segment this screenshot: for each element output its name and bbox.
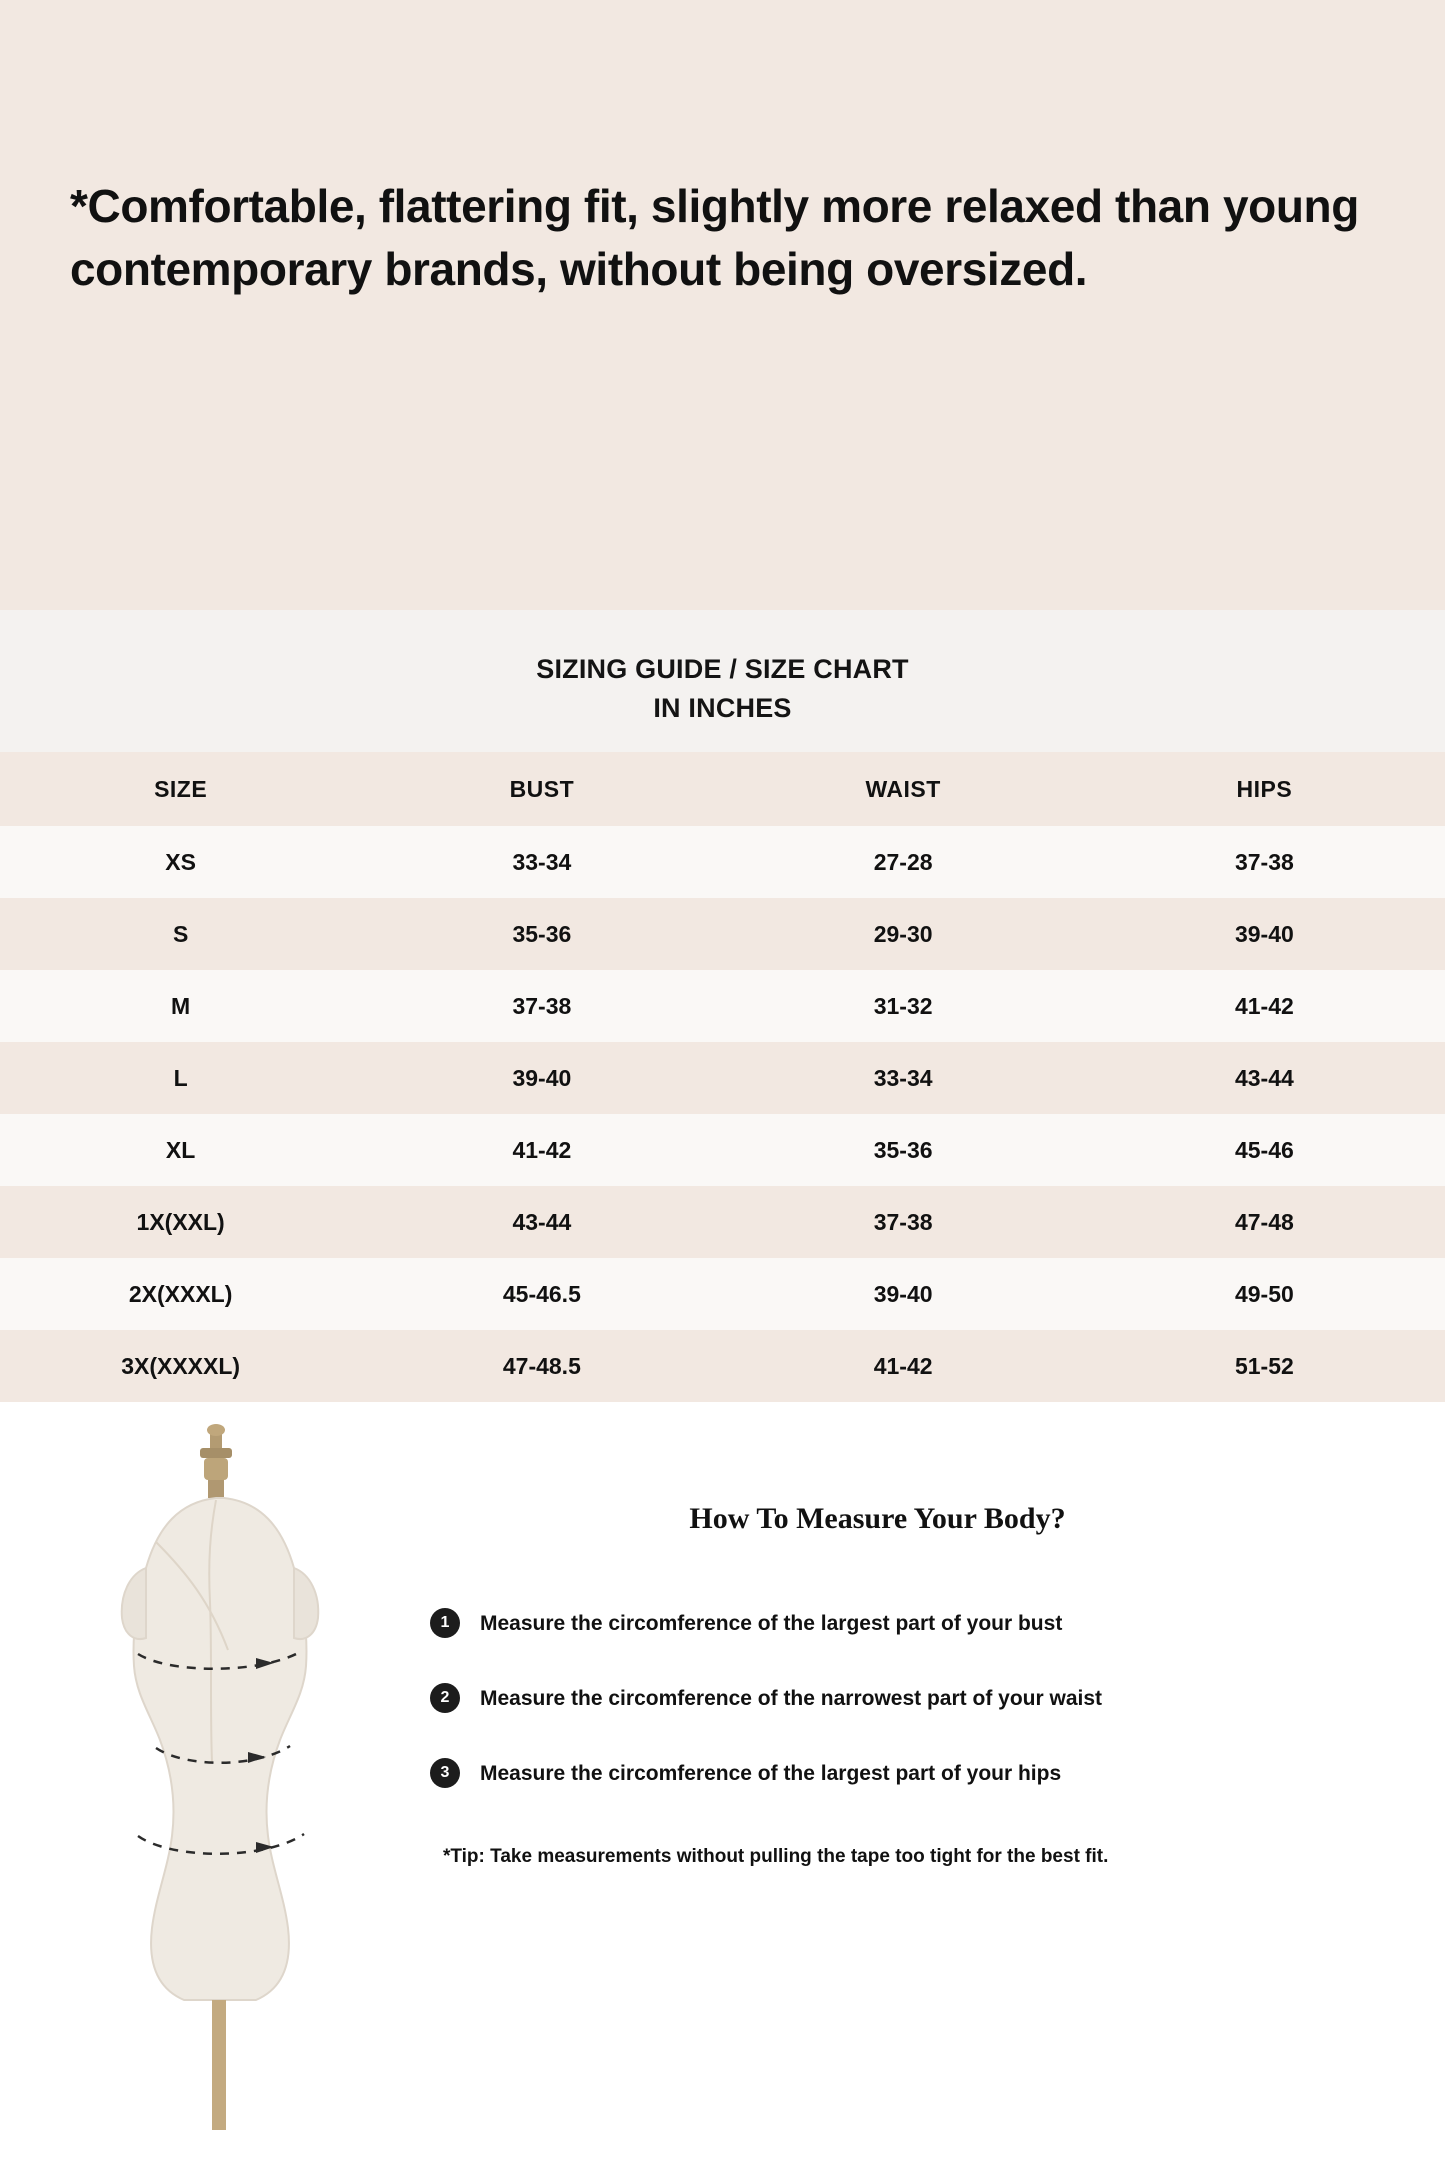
measure-steps-list (430, 1608, 1445, 1788)
step-number-badge: 1 (430, 1608, 460, 1638)
cell-waist: 39-40 (873, 1280, 933, 1307)
measure-title: How To Measure Your Body? (689, 1502, 1066, 1536)
cell-hips: 37-38 (1234, 848, 1294, 875)
step-number-badge: 3 (430, 1758, 460, 1788)
table-header-row (0, 752, 1445, 826)
chart-title-line1: SIZING GUIDE / SIZE CHART (536, 654, 909, 684)
cell-hips: 51-52 (1234, 1352, 1294, 1379)
column-header-size: SIZE (154, 775, 208, 802)
cell-bust: 33-34 (512, 848, 572, 875)
cell-waist: 33-34 (873, 1064, 933, 1091)
cell-size: 2X(XXXL) (128, 1280, 233, 1307)
step-text: Measure the circomference of the largest part of your bust (480, 1611, 1063, 1635)
cell-size: S (172, 920, 189, 947)
list-item (430, 1608, 1445, 1638)
column-header-bust: BUST (509, 775, 575, 802)
cell-waist: 27-28 (873, 848, 933, 875)
cell-waist: 37-38 (873, 1208, 933, 1235)
cell-bust: 39-40 (512, 1064, 572, 1091)
chart-header (0, 610, 1445, 752)
intro-banner (0, 0, 1445, 610)
intro-text: *Comfortable, flattering fit, slightly more relaxed than young contemporary brands, without being oversized. (70, 180, 1359, 296)
cell-bust: 35-36 (512, 920, 572, 947)
step-text: Measure the circomference of the narrowest part of your waist (480, 1686, 1103, 1710)
mannequin-left-arm (122, 1568, 146, 1639)
cell-bust: 41-42 (512, 1136, 572, 1163)
cell-size: XL (165, 1136, 196, 1163)
cell-size: 3X(XXXXL) (121, 1352, 241, 1379)
cell-waist: 31-32 (873, 992, 933, 1019)
column-header-waist: WAIST (865, 775, 941, 802)
step-text: Measure the circomference of the largest part of your hips (480, 1761, 1062, 1785)
size-chart-head (0, 752, 1445, 826)
column-header-hips: HIPS (1236, 775, 1293, 802)
size-chart-table (0, 752, 1445, 1402)
cell-waist: 41-42 (873, 1352, 933, 1379)
cell-bust: 43-44 (512, 1208, 572, 1235)
table-row (0, 826, 1445, 898)
table-row (0, 1258, 1445, 1330)
cell-hips: 43-44 (1234, 1064, 1294, 1091)
cell-size: M (171, 992, 191, 1019)
table-row (0, 1114, 1445, 1186)
list-item (430, 1758, 1445, 1788)
cell-size: L (173, 1064, 188, 1091)
list-item (430, 1683, 1445, 1713)
mannequin-illustration (60, 1422, 380, 2142)
cell-waist: 29-30 (873, 920, 933, 947)
step-number-badge: 2 (430, 1683, 460, 1713)
cell-size: 1X(XXL) (136, 1208, 225, 1235)
chart-title-line2: IN INCHES (653, 693, 792, 724)
cell-size: XS (165, 848, 196, 875)
how-to-measure-section (0, 1402, 1445, 2147)
cell-hips: 49-50 (1234, 1280, 1294, 1307)
cell-bust: 37-38 (512, 992, 572, 1019)
table-row (0, 1330, 1445, 1402)
cell-waist: 35-36 (873, 1136, 933, 1163)
table-row (0, 970, 1445, 1042)
mannequin-right-arm (294, 1568, 318, 1639)
mannequin-pole (212, 2000, 226, 2130)
table-row (0, 1042, 1445, 1114)
size-chart-body (0, 826, 1445, 1402)
cell-hips: 39-40 (1234, 920, 1294, 947)
table-row (0, 898, 1445, 970)
cell-bust: 47-48.5 (502, 1352, 581, 1379)
cell-hips: 45-46 (1234, 1136, 1294, 1163)
mannequin-stand-top (200, 1424, 232, 1498)
table-row (0, 1186, 1445, 1258)
cell-hips: 41-42 (1234, 992, 1294, 1019)
cell-hips: 47-48 (1234, 1208, 1294, 1235)
cell-bust: 45-46.5 (502, 1280, 581, 1307)
measure-tip: *Tip: Take measurements without pulling the tape too tight for the best fit. (443, 1846, 1109, 1868)
